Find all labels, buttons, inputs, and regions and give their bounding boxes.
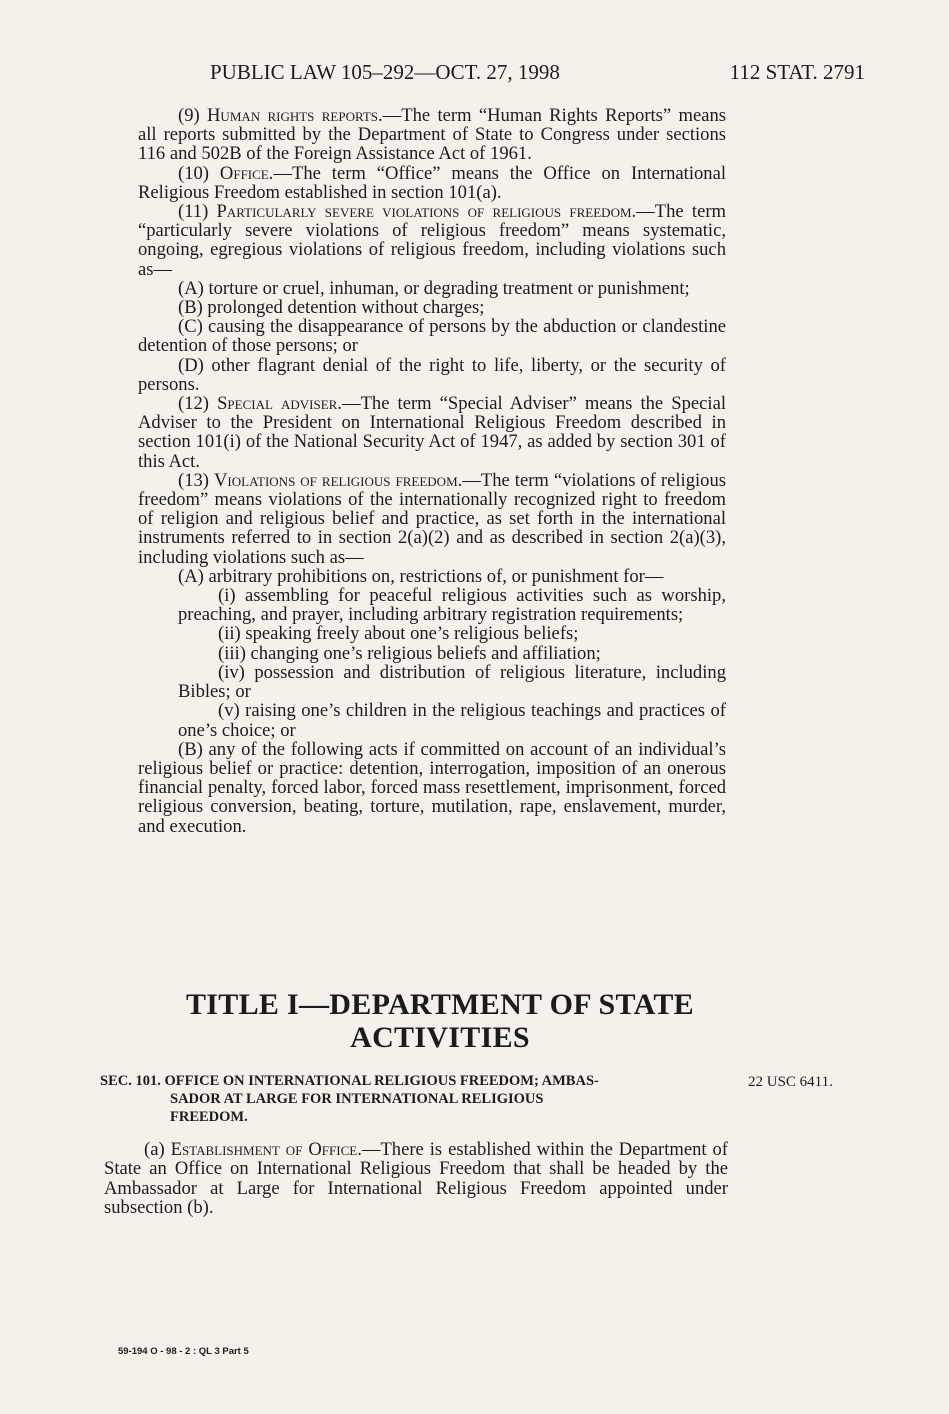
list-item: (A) torture or cruel, inhuman, or degrading treatment or punishment; [178,277,690,299]
definitions-body [138,106,726,836]
definition-10: (10) Office.—The term “Office” means the Office on International Religious Freedom established in section 101(a). [138,162,726,203]
definition-heading: Office. [219,162,274,184]
definition-heading: Violations of religious freedom. [213,469,463,491]
section-heading: SEC. 101. OFFICE ON INTERNATIONAL RELIGIOUS FREEDOM; AMBAS- SADOR AT LARGE FOR INTERNATIONAL RELIGIOUS FREEDOM. [100,1073,599,1125]
definition-9: (9) Human rights reports.—The term “Human Rights Reports” means all reports submitted by the Department of State to Congress under sections 116 and 502B of the Foreign Assistance Act of 1961. [138,105,726,165]
list-item: (D) other flagrant denial of the right to life, liberty, or the security of persons. [138,354,726,395]
title-heading-line1: TITLE I—DEPARTMENT OF STATE [186,988,694,1021]
list-item: (iii) changing one’s religious beliefs and affiliation; [218,642,601,664]
list-item: (i) assembling for peaceful religious activities such as worship, preaching, and prayer, including arbitrary registration requirements; [178,585,726,626]
list-item: (B) any of the following acts if committed on account of an individual’s religious belief or practice: detention, interrogation, imposition of an onerous financial penalty, forced labor, forced mass resettlement, imprisonment, forced religious conversion, beating, torture, mutilation, rape, enslavement, murder, and execution. [138,738,726,837]
title-heading [110,988,770,1054]
definition-heading: Human rights reports. [207,105,383,126]
definition-13: (13) Violations of religious freedom.—The term “violations of religious freedom” means violations of the internationally recognized right to freedom of religion and religious belief and practice, as set forth in the international instruments referred to in section 2(a)(2) and as described in section 2(a)(3), including violations such as— [138,469,726,568]
definition-11: (11) Particularly severe violations of religious freedom.—The term “particularly severe violations of religious freedom” means systematic, ongoing, egregious violations of religious freedom, including violations such as— [138,201,726,280]
subsection-heading: Establishment of Office. [170,1139,362,1160]
definition-12: (12) Special adviser.—The term “Special Adviser” means the Special Adviser to the President on International Religious Freedom described in section 101(i) of the National Security Act of 1947, as added by section 301 of this Act. [138,393,726,472]
list-item: (v) raising one’s children in the religious teachings and practices of one’s choice; or [178,700,726,741]
subsection-a: (a) Establishment of Office.—There is established within the Department of State an Office on International Religious Freedom that shall be headed by the Ambassador at Large for International Religious Freedom appointed under subsection (b). [104,1139,728,1219]
definition-heading: Special adviser. [217,393,342,415]
list-item: (B) prolonged detention without charges; [178,297,485,319]
list-item: (C) causing the disappearance of persons by the abduction or clandestine detention of those persons; or [138,316,726,357]
list-item: (iv) possession and distribution of religious literature, including Bibles; or [178,661,726,703]
page-header [210,60,865,86]
stat-citation: 112 STAT. 2791 [729,60,865,84]
print-footer: 59-194 O - 98 - 2 : QL 3 Part 5 [118,1346,249,1357]
list-item: (A) arbitrary prohibitions on, restrictions of, or punishment for— [178,565,664,587]
definition-heading: Particularly severe violations of religious freedom. [216,201,637,223]
running-head: PUBLIC LAW 105–292—OCT. 27, 1998 [210,60,560,84]
margin-citation: 22 USC 6411. [748,1074,833,1090]
title-heading-line2: ACTIVITIES [350,1021,530,1054]
list-item: (ii) speaking freely about one’s religious beliefs; [218,623,579,645]
